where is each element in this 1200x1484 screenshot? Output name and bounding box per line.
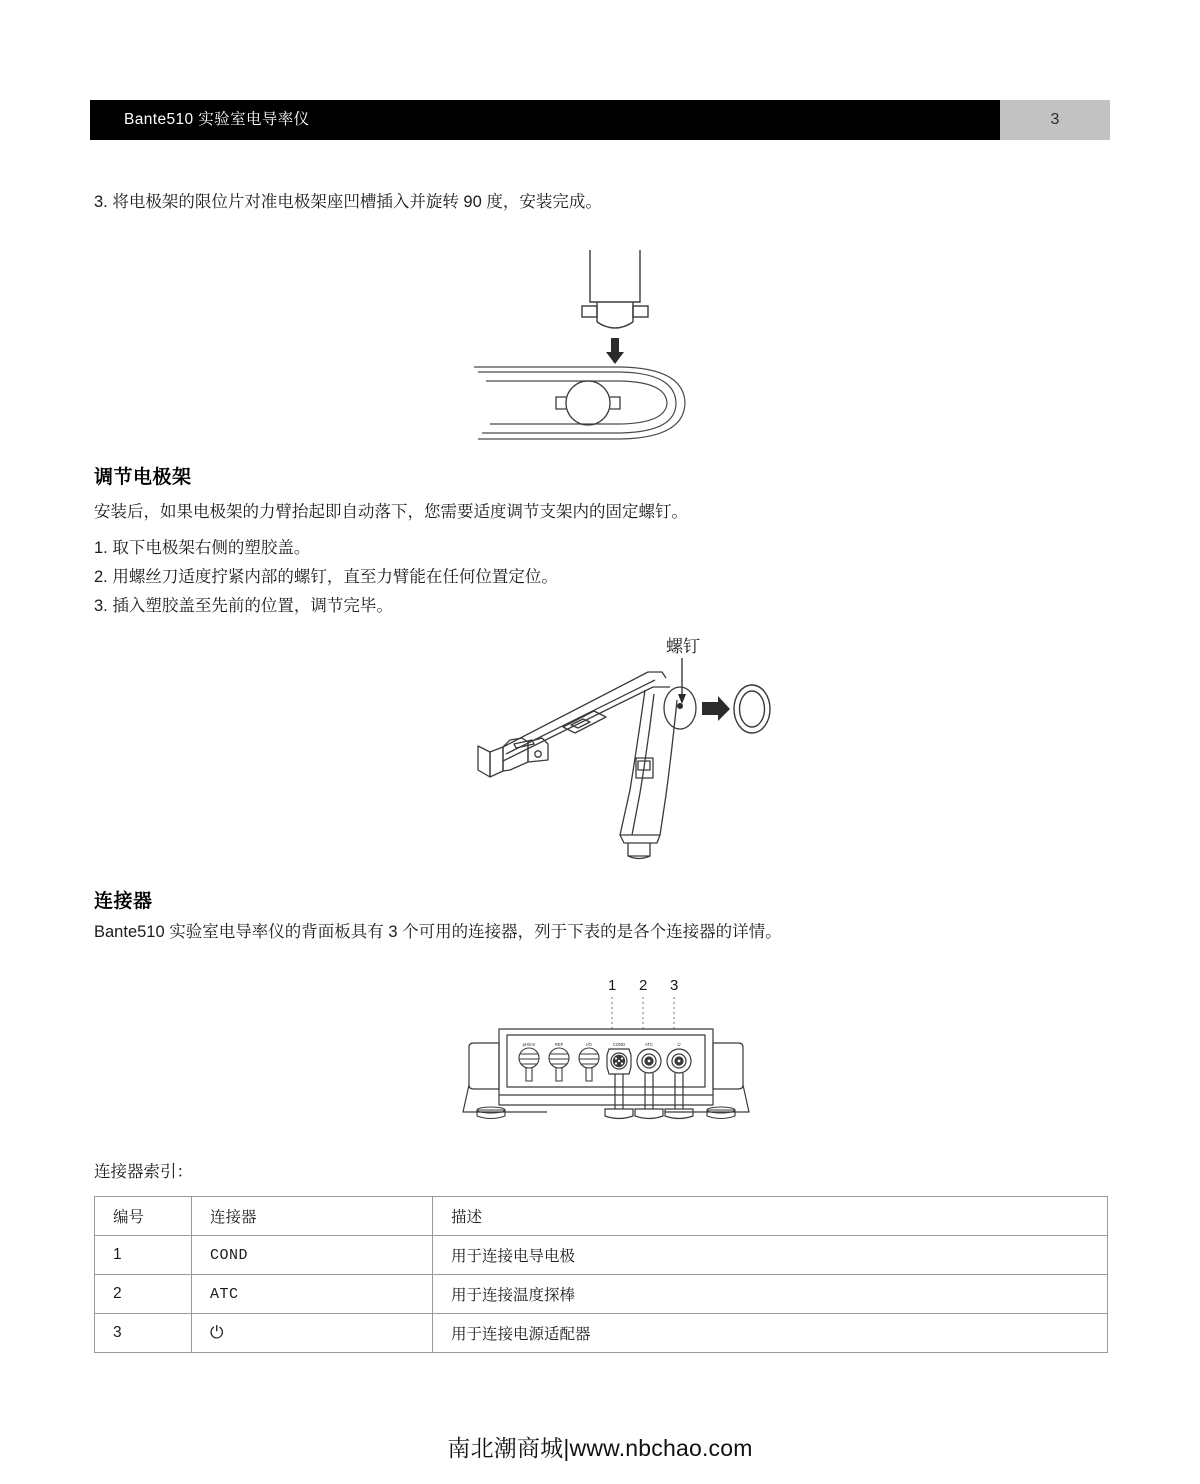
- footer-watermark: 南北潮商城|www.nbchao.com: [447, 1435, 753, 1461]
- svg-text:pH/mV: pH/mV: [522, 1042, 536, 1047]
- header-title: Bante510 实验室电导率仪: [124, 111, 310, 128]
- cell-no: 2: [95, 1275, 192, 1314]
- electrode-arm-screw-diagram: [470, 630, 780, 860]
- adjust-step-1-text: 1. 取下电极架右侧的塑胶盖。: [94, 539, 311, 557]
- svg-text:COND: COND: [612, 1042, 626, 1047]
- step-3-text: 3. 将电极架的限位片对准电极架座凹槽插入并旋转 90 度，安装完成。: [94, 193, 602, 211]
- callout-number-2: 2: [639, 977, 648, 994]
- adjust-step-3-text: 3. 插入塑胶盖至先前的位置，调节完毕。: [94, 597, 393, 615]
- table-row: [95, 1275, 1108, 1314]
- cell-no: 1: [95, 1236, 192, 1275]
- port-power: [667, 1049, 691, 1073]
- cell-description: 用于连接电源适配器: [433, 1314, 1108, 1353]
- port-ref: [549, 1048, 569, 1081]
- electrode-holder-mount-diagram: [470, 240, 730, 450]
- connector-intro-text: Bante510 实验室电导率仪的背面板具有 3 个可用的连接器，列于下表的是各个连接器的详情。: [94, 923, 782, 941]
- port-atc: [637, 1049, 661, 1073]
- cell-no: 3: [95, 1314, 192, 1353]
- adjust-step-2-text: 2. 用螺丝刀适度拧紧内部的螺钉，直至力臂能在任何位置定位。: [94, 568, 558, 586]
- cell-connector: COND: [192, 1236, 433, 1275]
- header-black-bar: [90, 100, 1000, 140]
- cell-description: 用于连接温度探棒: [433, 1275, 1108, 1314]
- cell-description: 用于连接电导电极: [433, 1236, 1108, 1275]
- table-row: [95, 1236, 1108, 1275]
- cell-connector: ATC: [192, 1275, 433, 1314]
- screw-point: [677, 703, 683, 709]
- port-ph-mv: [519, 1048, 539, 1081]
- table-header-connector: 连接器: [192, 1197, 433, 1236]
- connector-index-table: [94, 1196, 1108, 1353]
- plastic-cap-ring: [734, 685, 770, 733]
- adjust-intro-text: 安装后，如果电极架的力臂抬起即自动落下，您需要适度调节支架内的固定螺钉。: [94, 503, 688, 521]
- cell-connector-power-icon: ⏻: [192, 1314, 433, 1353]
- rear-panel-connectors-diagram: [455, 975, 755, 1130]
- port-label-row: [523, 1042, 682, 1047]
- callout-number-1: 1: [608, 977, 617, 994]
- table-header-description: 描述: [433, 1197, 1108, 1236]
- port-io: [579, 1048, 599, 1081]
- right-arrow-icon: [702, 696, 730, 721]
- callout-number-3: 3: [670, 977, 679, 994]
- section-heading-adjust-holder: 调节电极架: [94, 467, 192, 488]
- svg-text:⏻: ⏻: [677, 1042, 681, 1047]
- screw-label-text: 螺钉: [666, 637, 700, 656]
- section-heading-connectors: 连接器: [94, 891, 153, 912]
- svg-text:ATC: ATC: [644, 1042, 654, 1047]
- table-header-row: [95, 1197, 1108, 1236]
- down-arrow-icon: [606, 338, 624, 364]
- table-header-no: 编号: [95, 1197, 192, 1236]
- page-number-box: [1000, 100, 1110, 140]
- page-header: [90, 100, 1110, 140]
- page-number: 3: [1050, 111, 1060, 128]
- port-cond: [607, 1049, 631, 1074]
- svg-text:REF: REF: [554, 1042, 564, 1047]
- svg-text:I/O: I/O: [586, 1042, 592, 1047]
- table-row: [95, 1314, 1108, 1353]
- connector-index-label: 连接器索引：: [94, 1163, 193, 1181]
